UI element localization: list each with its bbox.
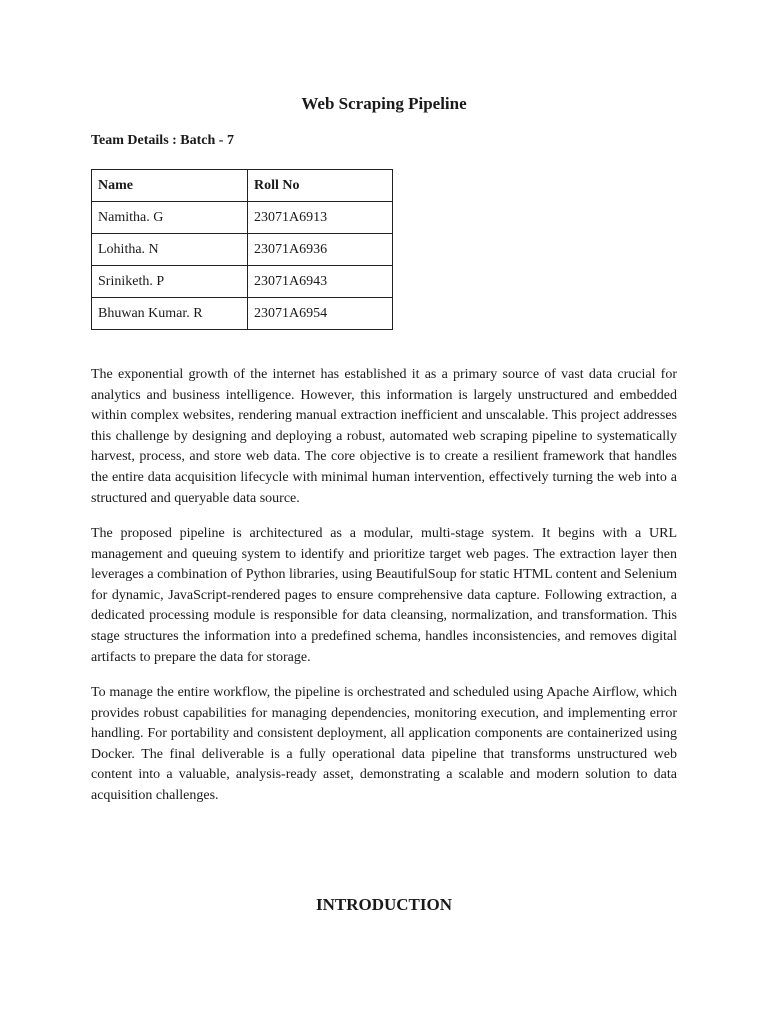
table-row [92, 298, 393, 330]
table-header-row [92, 170, 393, 202]
roll-column-header: Roll No [248, 170, 393, 202]
abstract-paragraph-2: The proposed pipeline is architectured as a modular, multi-stage system. It begins with a URL management and queuing system to identify and prioritize target web pages. The extraction layer then leverages a combination of Python libraries, using BeautifulSoup for static HTML content and Selenium for dynamic, JavaScript-rendered pages to ensure comprehensive data capture. Following extraction, a dedicated processing module is responsible for data cleansing, normalization, and transformation. This stage structures the information into a predefined schema, handles inconsistencies, and removes digital artifacts to prepare the data for storage. [91, 526, 677, 665]
abstract-paragraph-1: The exponential growth of the internet has established it as a primary source of vast data crucial for analytics and business intelligence. However, this information is largely unstructured and embedded within complex websites, rendering manual extraction inefficient and unscalable. This project addresses this challenge by designing and deploying a robust, automated web scraping pipeline to systematically harvest, process, and store web data. The core objective is to create a resilient framework that handles the entire data acquisition lifecycle with minimal human intervention, effectively turning the web into a structured and queryable data source. [91, 367, 677, 506]
member-roll: 23071A6913 [248, 202, 393, 234]
member-roll: 23071A6936 [248, 234, 393, 266]
member-name: Lohitha. N [92, 234, 248, 266]
table-row [92, 202, 393, 234]
member-roll: 23071A6954 [248, 298, 393, 330]
document-title: Web Scraping Pipeline [301, 94, 467, 113]
member-name: Sriniketh. P [92, 266, 248, 298]
team-table [91, 169, 393, 330]
table-row [92, 266, 393, 298]
team-details-heading: Team Details : Batch - 7 [91, 133, 234, 148]
abstract-paragraph-3: To manage the entire workflow, the pipeline is orchestrated and scheduled using Apache Airflow, which provides robust capabilities for managing dependencies, monitoring execution, and implementing error handling. For portability and consistent deployment, all application components are containerized using Docker. The final deliverable is a fully operational data pipeline that transforms unstructured web content into a valuable, analysis-ready asset, demonstrating a scalable and modern solution to data acquisition challenges. [91, 685, 677, 803]
name-column-header: Name [92, 170, 248, 202]
table-row [92, 234, 393, 266]
member-roll: 23071A6943 [248, 266, 393, 298]
member-name: Bhuwan Kumar. R [92, 298, 248, 330]
introduction-heading: INTRODUCTION [315, 895, 453, 914]
member-name: Namitha. G [92, 202, 248, 234]
